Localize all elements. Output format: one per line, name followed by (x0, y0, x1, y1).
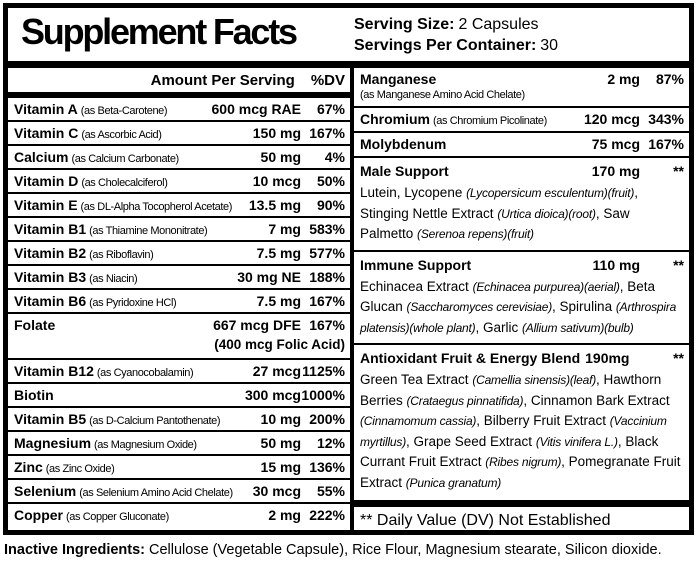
blend-description-segment: , Beta Glucan (360, 278, 655, 314)
nutrient-form: (as D-Calcium Pantothenate) (89, 415, 221, 427)
blend-name: Antioxidant Fruit & Energy Blend (360, 350, 581, 366)
nutrient-name: Molybdenum (360, 136, 447, 152)
blend-description-segment: , Grape Seed Extract (406, 433, 536, 449)
panel-header (8, 8, 689, 61)
nutrient-name: Selenium (14, 483, 77, 499)
nutrient-row-manganese (354, 68, 689, 108)
nutrient-name: Calcium (14, 149, 69, 165)
blend-description-segment: , Spirulina (552, 299, 616, 314)
nutrient-amount: 10 mcg (252, 173, 301, 189)
latin-name: (Serenoa repens)(fruit) (417, 227, 534, 241)
nutrient-row-vitamin-b2 (8, 242, 350, 266)
amount-per-serving-header: Amount Per Serving (150, 71, 295, 89)
right-column (354, 68, 689, 530)
latin-name: (Vitis vinifera L.) (535, 434, 618, 449)
nutrient-dv: 67% (316, 101, 345, 117)
nutrient-name: Manganese (360, 71, 437, 87)
nutrient-name: Vitamin B12 (14, 363, 94, 379)
blend-description-segment: Lutein, Lycopene (360, 185, 467, 200)
nutrient-row-selenium (8, 480, 350, 504)
nutrient-dv: 222% (309, 507, 345, 523)
blend-dv: ** (673, 163, 684, 179)
blend-amount: 110 mg (592, 256, 640, 273)
nutrient-form: (as Selenium Amino Acid Chelate) (79, 487, 233, 499)
nutrient-amount: 27 mcg (252, 363, 301, 379)
nutrient-row-vitamin-a (8, 98, 350, 122)
serving-size-label: Serving Size: (354, 16, 455, 33)
blend-amount: 170 mg (591, 163, 640, 179)
blend-description-segment: , Bilberry Fruit Extract (476, 413, 610, 428)
inactive-ingredients-line (4, 541, 696, 560)
serving-size-value: 2 Capsules (458, 16, 539, 33)
latin-name: (Camellia sinensis)(leaf) (472, 373, 597, 387)
nutrient-name: Copper (14, 507, 63, 523)
blend-description-segment: , Cinnamon Bark Extract (523, 392, 670, 408)
blend-row-immune-support (354, 252, 689, 276)
nutrient-amount: 75 mcg (591, 136, 640, 152)
latin-name: (Allium sativum)(bulb) (521, 320, 634, 335)
nutrient-dv: 50% (316, 173, 345, 189)
nutrient-dv: 1125% (302, 363, 345, 379)
nutrient-dv: 343% (648, 111, 684, 127)
latin-name: (Lycopersicum esculentum)(fruit) (466, 186, 635, 200)
latin-name: (Urtica dioica)(root) (497, 206, 596, 221)
nutrient-amount: 30 mg NE (237, 269, 301, 285)
nutrient-name: Biotin (14, 387, 54, 403)
servings-per-container-label: Servings Per Container: (354, 37, 537, 54)
nutrient-row-vitamin-c (8, 122, 350, 146)
nutrient-name: Vitamin B3 (14, 269, 87, 285)
nutrient-form: (as Ascorbic Acid) (81, 129, 162, 141)
nutrient-form: (as Copper Gluconate) (66, 511, 169, 523)
nutrient-dv: 200% (309, 411, 345, 427)
blend-description-segment: , Stinging Nettle Extract (360, 185, 638, 221)
nutrient-row-magnesium (8, 432, 350, 456)
blend-description-segment: , Saw Palmetto (360, 205, 630, 241)
nutrient-amount: 120 mcg (583, 111, 640, 127)
nutrient-form: (as Thiamine Mononitrate) (89, 225, 208, 237)
nutrient-row-vitamin-b1 (8, 218, 350, 242)
thick-rule-top (8, 61, 689, 68)
nutrient-name: Chromium (360, 111, 430, 127)
blend-description-male-support (354, 182, 689, 252)
blend-name: Immune Support (360, 256, 472, 273)
latin-name: (Saccharomyces cerevisiae) (406, 300, 553, 314)
manganese-main-line (354, 68, 689, 89)
nutrient-form: (as Cyanocobalamin) (96, 367, 194, 379)
nutrient-amount: 7.5 mg (256, 293, 301, 309)
nutrient-dv: 583% (309, 221, 345, 237)
nutrient-form: (as Cholecalciferol) (81, 177, 168, 189)
nutrient-dv: 167% (309, 293, 345, 309)
blend-name: Male Support (360, 163, 449, 179)
nutrient-row-vitamin-d (8, 170, 350, 194)
nutrient-form: (as Beta-Carotene) (80, 105, 168, 117)
blend-row-antioxidant (354, 345, 689, 369)
blend-description-segment: Green Tea Extract (360, 372, 473, 387)
nutrient-row-folate (8, 314, 350, 360)
nutrient-name: Magnesium (14, 435, 92, 451)
nutrient-dv: 12% (316, 435, 345, 451)
nutrient-row-copper (8, 504, 350, 526)
inactive-ingredients-label: Inactive Ingredients: (4, 542, 146, 558)
panel-title: Supplement Facts (21, 11, 296, 52)
latin-name: (Crataegus pinnatifida) (406, 393, 524, 408)
nutrient-amount: 10 mg (260, 411, 301, 427)
blend-description-antioxidant (354, 369, 689, 498)
nutrient-form: (as Manganese Amino Acid Chelate) (360, 89, 525, 101)
left-column-header (8, 68, 350, 92)
blend-amount: 190mg (585, 350, 630, 366)
latin-name: (Vaccinium myrtillus) (360, 414, 667, 449)
thick-rule-footnote (354, 500, 689, 507)
nutrient-name: Vitamin D (14, 173, 79, 189)
latin-name: (Ribes nigrum) (485, 455, 562, 469)
nutrient-row-molybdenum (354, 133, 689, 158)
facts-columns (8, 68, 689, 530)
nutrient-amount: 150 mg (252, 125, 301, 141)
blend-description-segment: , Garlic (475, 319, 522, 335)
blend-dv: ** (673, 350, 684, 366)
servings-per-container-line (354, 35, 558, 56)
nutrient-form: (as Riboflavin) (89, 249, 154, 261)
nutrient-amount: 300 mcg (244, 387, 301, 403)
nutrient-amount: 667 mcg DFE (213, 317, 301, 333)
nutrient-dv: 90% (316, 197, 345, 213)
nutrient-form: (as Zinc Oxide) (45, 463, 115, 475)
nutrient-dv: 1000% (301, 387, 345, 403)
nutrient-name: Vitamin B1 (14, 221, 87, 237)
nutrient-name: Folate (14, 317, 56, 333)
nutrient-dv: 167% (309, 125, 345, 141)
nutrient-row-calcium (8, 146, 350, 170)
supplement-facts-panel (3, 3, 694, 535)
nutrient-dv: 55% (316, 483, 345, 499)
latin-name: (Cinnamomum cassia) (360, 414, 477, 428)
nutrient-row-vitamin-b6 (8, 290, 350, 314)
nutrient-name: Vitamin A (14, 101, 78, 117)
percent-dv-header: %DV (310, 71, 345, 89)
nutrient-amount: 2 mg (607, 71, 640, 87)
nutrient-amount: 2 mg (268, 507, 301, 523)
blend-description-segment: , Pomegranate Fruit Extract (360, 454, 681, 490)
nutrient-dv: 87% (655, 71, 684, 87)
nutrient-form: (as DL-Alpha Tocopherol Acetate) (80, 201, 233, 213)
nutrient-row-biotin (8, 384, 350, 408)
nutrient-row-chromium (354, 108, 689, 133)
nutrient-name: Zinc (14, 459, 43, 475)
nutrient-name: Vitamin B5 (14, 411, 87, 427)
servings-per-container-value: 30 (540, 37, 559, 54)
blend-description-segment: Echinacea Extract (360, 278, 473, 294)
nutrient-dv: 136% (309, 459, 345, 475)
nutrient-amount: 30 mcg (252, 483, 301, 499)
nutrient-row-vitamin-e (8, 194, 350, 218)
serving-size-line (354, 14, 558, 35)
nutrient-dv: 167% (648, 136, 684, 152)
nutrient-dv: 188% (309, 269, 345, 285)
nutrient-form: (as Calcium Carbonate) (71, 153, 179, 165)
blend-description-segment: , Black Currant Fruit Extract (360, 433, 659, 469)
blend-dv: ** (673, 256, 684, 273)
nutrient-form: (as Chromium Picolinate) (433, 115, 547, 127)
nutrient-amount: 50 mg (260, 435, 301, 451)
nutrient-form: (as Magnesium Oxide) (94, 439, 197, 451)
serving-info (354, 14, 558, 56)
nutrient-amount: 50 mg (260, 149, 301, 165)
nutrient-name: Vitamin B2 (14, 245, 87, 261)
folate-amount-note: (400 mcg Folic Acid) (214, 337, 345, 352)
nutrient-dv: 167% (309, 317, 345, 333)
latin-name: (Arthrospira platensis)(whole plant) (360, 300, 677, 335)
inactive-ingredients-text: Cellulose (Vegetable Capsule), Rice Flour, Magnesium stearate, Silicon dioxide. (149, 542, 662, 558)
nutrient-amount: 7 mg (268, 221, 301, 237)
nutrient-amount: 13.5 mg (248, 197, 301, 213)
latin-name: (Echinacea purpurea)(aerial) (472, 279, 620, 294)
latin-name: (Punica granatum) (405, 475, 502, 490)
folate-main-line (8, 314, 350, 336)
nutrient-row-vitamin-b5 (8, 408, 350, 432)
nutrient-form: (as Niacin) (89, 273, 138, 285)
nutrient-name: Vitamin E (14, 197, 78, 213)
nutrient-row-zinc (8, 456, 350, 480)
nutrient-dv: 4% (324, 149, 345, 165)
nutrient-row-vitamin-b3 (8, 266, 350, 290)
nutrient-amount: 7.5 mg (256, 245, 301, 261)
nutrient-name: Vitamin B6 (14, 293, 87, 309)
nutrient-amount: 600 mcg RAE (211, 101, 301, 117)
dv-footnote: ** Daily Value (DV) Not Established (360, 512, 611, 529)
nutrient-dv: 577% (309, 245, 345, 261)
nutrient-name: Vitamin C (14, 125, 79, 141)
blend-row-male-support (354, 158, 689, 182)
left-column (8, 68, 354, 530)
nutrient-row-vitamin-b12 (8, 360, 350, 384)
blend-description-segment: , Hawthorn Berries (360, 372, 662, 408)
blend-description-immune-support (354, 276, 689, 346)
nutrient-amount: 15 mg (260, 459, 301, 475)
nutrient-form: (as Pyridoxine HCl) (89, 297, 177, 309)
